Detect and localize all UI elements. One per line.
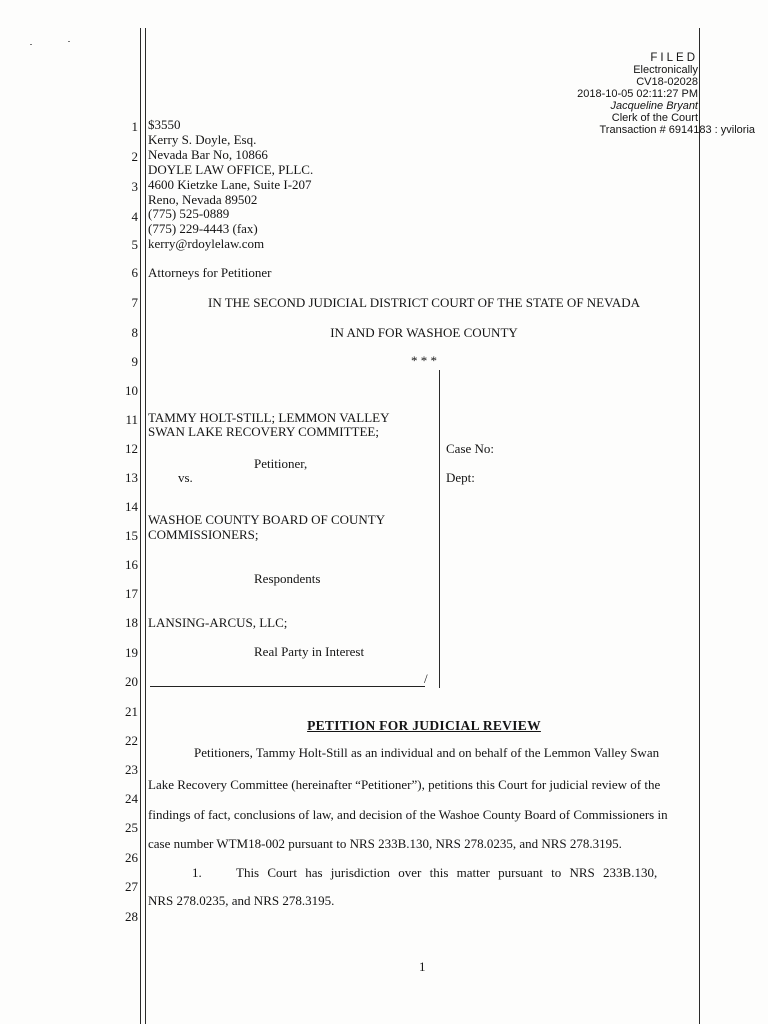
line-number: 10 — [125, 383, 138, 398]
petitioner-role: Petitioner, — [254, 456, 308, 471]
respondent-name-line-2: COMMISSIONERS; — [148, 527, 259, 542]
department-label: Dept: — [446, 470, 475, 485]
firm-fax: (775) 229-4443 (fax) — [148, 221, 258, 236]
paragraph-1-line-2: Lake Recovery Committee (hereinafter “Petitioner”), petitions this Court for judicial review of the — [148, 777, 661, 792]
firm-address-line-1: 4600 Kietzke Lane, Suite I-207 — [148, 177, 312, 192]
line-number: 6 — [131, 265, 138, 280]
line-number: 12 — [125, 441, 138, 456]
court-name: IN THE SECOND JUDICIAL DISTRICT COURT OF THE STATE OF NEVADA — [207, 295, 640, 310]
page-number: 1 — [419, 959, 426, 974]
paragraph-2-number: 1. — [192, 865, 202, 880]
attorney-name: Kerry S. Doyle, Esq. — [148, 132, 257, 147]
real-party-role: Real Party in Interest — [254, 644, 365, 659]
stamp-datetime: 2018-10-05 02:11:27 PM — [577, 88, 698, 100]
line-number: 21 — [125, 704, 138, 719]
scan-speck — [30, 44, 32, 45]
left-margin-rule-2 — [145, 28, 146, 1024]
paragraph-2-line-2: NRS 278.0235, and NRS 278.3195. — [148, 893, 335, 908]
stamp-clerk-title: Clerk of the Court — [611, 112, 698, 124]
line-number: 3 — [131, 179, 138, 194]
line-number: 28 — [125, 909, 138, 924]
line-number: 8 — [131, 325, 138, 340]
line-number: 16 — [125, 557, 138, 572]
paragraph-1-line-1-text: Petitioners, Tammy Holt-Still as an individual and on behalf of the Lemmon Valley Swan — [194, 745, 660, 760]
firm-phone: (775) 525-0889 — [148, 206, 230, 221]
versus: vs. — [178, 470, 193, 485]
real-party-name: LANSING-ARCUS, LLC; — [148, 615, 288, 630]
line-number: 4 — [131, 209, 138, 224]
line-number: 11 — [125, 412, 138, 427]
respondent-name-line-1: WASHOE COUNTY BOARD OF COUNTY — [148, 512, 386, 527]
line-number: 23 — [125, 762, 138, 777]
petitioner-name-line-1: TAMMY HOLT-STILL; LEMMON VALLEY — [148, 410, 390, 425]
left-margin-rule-1 — [140, 28, 141, 1024]
paragraph-1-line-1 — [148, 746, 700, 760]
line-number: 19 — [125, 645, 138, 660]
attorney-code: $3550 — [148, 117, 181, 132]
stamp-status: Electronically — [633, 64, 698, 76]
petitioner-name-line-2: SWAN LAKE RECOVERY COMMITTEE; — [148, 424, 379, 439]
caption-bottom-rule — [150, 686, 425, 687]
court-county: IN AND FOR WASHOE COUNTY — [330, 325, 518, 340]
caption-divider — [439, 370, 440, 688]
stamp-clerk-name: Jacqueline Bryant — [610, 100, 698, 112]
respondent-role: Respondents — [254, 571, 321, 586]
caption-slash: / — [424, 671, 428, 686]
line-number: 7 — [131, 295, 138, 310]
attorney-role: Attorneys for Petitioner — [148, 265, 272, 280]
stamp-title: FILED — [650, 52, 698, 64]
line-number: 25 — [125, 820, 138, 835]
petition-heading: PETITION FOR JUDICIAL REVIEW — [307, 718, 541, 733]
line-number: 27 — [125, 879, 138, 894]
paragraph-2-line-1: This Court has jurisdiction over this matter pursuant to NRS 233B.130, — [236, 865, 658, 880]
attorney-bar-number: Nevada Bar No, 10866 — [148, 147, 268, 162]
line-number: 14 — [125, 499, 138, 514]
line-number: 26 — [125, 850, 138, 865]
scan-speck — [68, 41, 70, 42]
firm-email: kerry@rdoylelaw.com — [148, 236, 265, 251]
line-number: 22 — [125, 733, 138, 748]
line-number: 15 — [125, 528, 138, 543]
paragraph-1-line-3: findings of fact, conclusions of law, and decision of the Washoe County Board of Commissioners in — [148, 807, 668, 822]
stamp-case-number: CV18-02028 — [636, 76, 698, 88]
line-number: 17 — [125, 586, 138, 601]
line-number: 20 — [125, 674, 138, 689]
filing-stamp — [577, 52, 755, 136]
right-margin-rule — [699, 28, 700, 1024]
stamp-transaction: Transaction # 6914183 : yviloria — [599, 124, 755, 136]
line-number: 2 — [131, 149, 138, 164]
line-number: 13 — [125, 470, 138, 485]
line-number: 18 — [125, 615, 138, 630]
firm-address-line-2: Reno, Nevada 89502 — [148, 192, 258, 207]
line-number: 5 — [131, 237, 138, 252]
paragraph-1-line-4: case number WTM18-002 pursuant to NRS 233B.130, NRS 278.0235, and NRS 278.3195. — [148, 836, 622, 851]
line-number: 1 — [131, 119, 138, 134]
court-separator-stars: * * * — [411, 353, 437, 368]
line-number: 24 — [125, 791, 138, 806]
law-firm-name: DOYLE LAW OFFICE, PLLC. — [148, 162, 314, 177]
line-number: 9 — [131, 354, 138, 369]
case-number-label: Case No: — [446, 441, 495, 456]
